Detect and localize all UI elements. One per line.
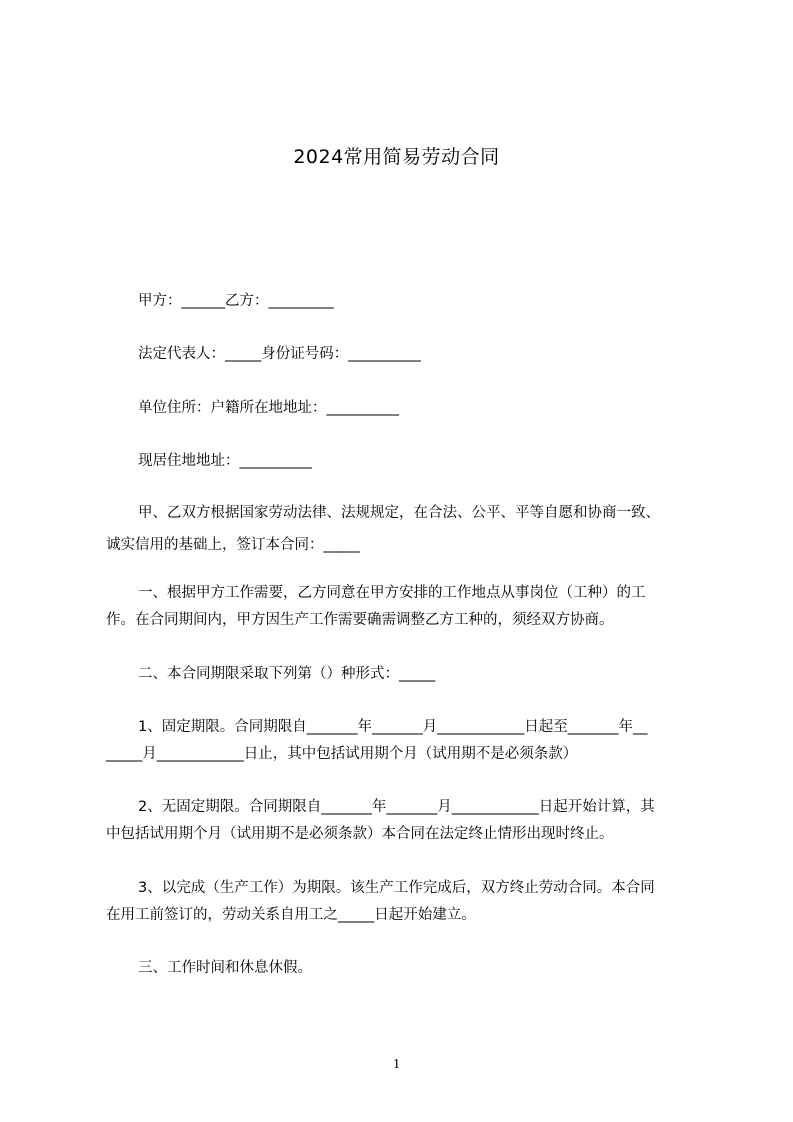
page-number: 1 <box>393 1057 400 1072</box>
preamble-line-1: 甲、乙双方根据国家劳动法律、法规规定，在合法、公平、平等自愿和协商一致、 <box>138 505 660 521</box>
clause-2-item-2-line-2: 中包括试用期个月（试用期不是必须条款）本合同在法定终止情形出现时终止。 <box>106 826 614 842</box>
clause-2-item-3-line-2: 在用工前签订的，劳动关系自用工之_____日起开始建立。 <box>106 907 476 923</box>
clause-2-item-1-line-1: 1、固定期限。合同期限自_______年_______月____________日起至_______年__ <box>138 719 648 735</box>
document-title: 2024常用简易劳动合同 <box>293 146 500 168</box>
clause-2-item-1-line-2: _____月____________日止，其中包括试用期个月（试用期不是必须条款） <box>106 746 578 762</box>
address-line: 单位住所：户籍所在地地址：__________ <box>138 400 399 416</box>
residence-line: 现居住地地址：__________ <box>138 453 312 469</box>
clause-3-heading: 三、工作时间和休息休假。 <box>138 960 312 976</box>
clause-1-line-2: 作。在合同期间内，甲方因生产工作需要确需调整乙方工种的，须经双方协商。 <box>106 612 614 628</box>
representative-line: 法定代表人：_____身份证号码：__________ <box>138 346 421 362</box>
preamble-line-2: 诚实信用的基础上，签订本合同：_____ <box>106 537 360 553</box>
clause-2-item-3-line-1: 3、以完成（生产工作）为期限。该生产工作完成后，双方终止劳动合同。本合同 <box>138 880 655 896</box>
clause-1-line-1: 一、根据甲方工作需要，乙方同意在甲方安排的工作地点从事岗位（工种）的工 <box>138 585 646 601</box>
clause-2-heading: 二、本合同期限采取下列第（）种形式：_____ <box>138 666 436 682</box>
party-line: 甲方：______乙方：_________ <box>138 293 334 309</box>
clause-2-item-2-line-1: 2、无固定期限。合同期限自_______年_______月____________日起开始计算，其 <box>138 799 655 815</box>
